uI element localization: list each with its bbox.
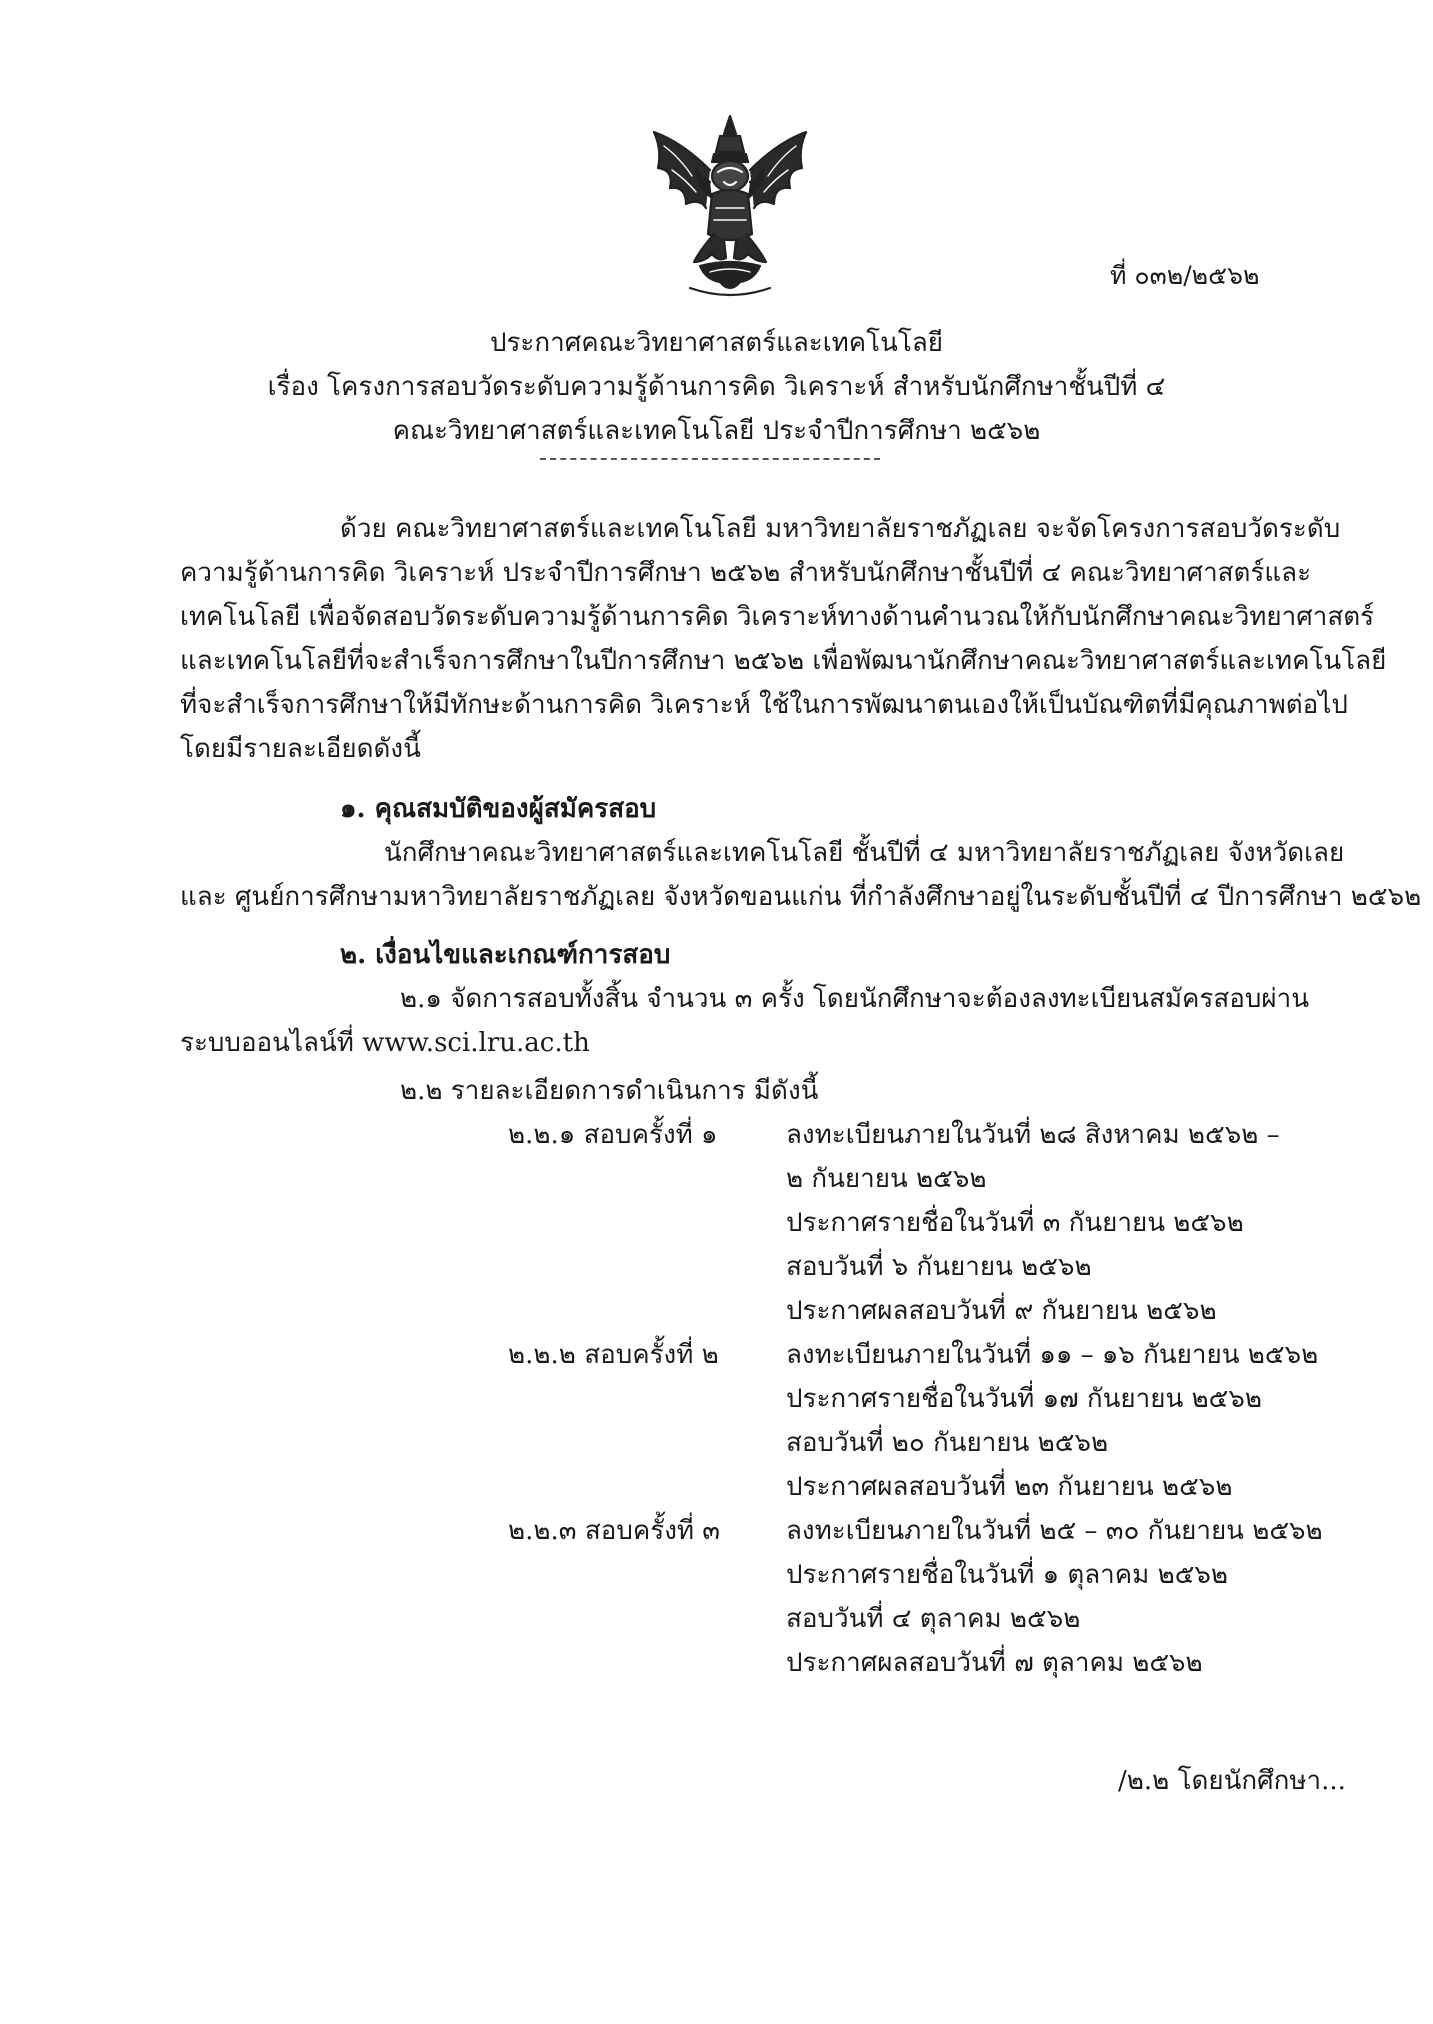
- round-3-label: ๒.๒.๓ สอบครั้งที่ ๓: [508, 1516, 721, 1546]
- round-3-line-3: สอบวันที่ ๔ ตุลาคม ๒๕๖๒: [786, 1604, 1081, 1634]
- round-3-line-2: ประกาศรายชื่อในวันที่ ๑ ตุลาคม ๒๕๖๒: [786, 1560, 1229, 1590]
- continuation-marker: /๒.๒ โดยนักศึกษา...: [1118, 1766, 1346, 1796]
- heading-subject: เรื่อง โครงการสอบวัดระดับความรู้ด้านการคิด วิเคราะห์ สำหรับนักศึกษาชั้นปีที่ ๔: [267, 372, 1166, 402]
- heading-divider: [540, 458, 880, 460]
- section-1-line-1: นักศึกษาคณะวิทยาศาสตร์และเทคโนโลยี ชั้นปีที่ ๔ มหาวิทยาลัยราชภัฏเลย จังหวัดเลย: [384, 838, 1345, 868]
- intro-line-5: ที่จะสำเร็จการศึกษาให้มีทักษะด้านการคิด วิเคราะห์ ใช้ในการพัฒนาตนเองให้เป็นบัณฑิตที่มีคุณภาพต่อไป: [180, 690, 1348, 720]
- garuda-emblem-icon: [640, 112, 820, 300]
- section-2-item-1-line-2: ระบบออนไลน์ที่ www.sci.lru.ac.th: [180, 1028, 590, 1058]
- section-2-title: ๒. เงื่อนไขและเกณฑ์การสอบ: [340, 940, 671, 970]
- section-1-line-2: และ ศูนย์การศึกษามหาวิทยาลัยราชภัฏเลย จังหวัดขอนแก่น ที่กำลังศึกษาอยู่ในระดับชั้นปีที่ ๔ ปีการศึกษา ๒๕๖๒: [180, 882, 1422, 912]
- round-1-line-2: ๒ กันยายน ๒๕๖๒: [786, 1164, 987, 1194]
- intro-line-1: ด้วย คณะวิทยาศาสตร์และเทคโนโลยี มหาวิทยาลัยราชภัฏเลย จะจัดโครงการสอบวัดระดับ: [340, 514, 1341, 544]
- section-1-title: ๑. คุณสมบัติของผู้สมัครสอบ: [340, 794, 657, 824]
- heading-line-1: ประกาศคณะวิทยาศาสตร์และเทคโนโลยี: [489, 328, 944, 358]
- round-2-label: ๒.๒.๒ สอบครั้งที่ ๒: [508, 1340, 719, 1370]
- round-2-line-2: ประกาศรายชื่อในวันที่ ๑๗ กันยายน ๒๕๖๒: [786, 1384, 1262, 1414]
- round-1-label: ๒.๒.๑ สอบครั้งที่ ๑: [508, 1120, 718, 1150]
- round-1-line-3: ประกาศรายชื่อในวันที่ ๓ กันยายน ๒๕๖๒: [786, 1208, 1244, 1238]
- round-3-line-4: ประกาศผลสอบวันที่ ๗ ตุลาคม ๒๕๖๒: [786, 1648, 1203, 1678]
- round-3-line-1: ลงทะเบียนภายในวันที่ ๒๕ – ๓๐ กันยายน ๒๕๖๒: [786, 1516, 1323, 1546]
- round-1-line-1: ลงทะเบียนภายในวันที่ ๒๘ สิงหาคม ๒๕๖๒ –: [786, 1120, 1280, 1150]
- heading-line-3: คณะวิทยาศาสตร์และเทคโนโลยี ประจำปีการศึกษา ๒๕๖๒: [392, 416, 1041, 446]
- intro-line-2: ความรู้ด้านการคิด วิเคราะห์ ประจำปีการศึกษา ๒๕๖๒ สำหรับนักศึกษาชั้นปีที่ ๔ คณะวิทยาศาสตร์และ: [180, 558, 1312, 588]
- section-2-item-1-line-1: ๒.๑ จัดการสอบทั้งสิ้น จำนวน ๓ ครั้ง โดยนักศึกษาจะต้องลงทะเบียนสมัครสอบผ่าน: [400, 984, 1309, 1014]
- round-2-line-3: สอบวันที่ ๒๐ กันยายน ๒๕๖๒: [786, 1428, 1109, 1458]
- intro-line-6: โดยมีรายละเอียดดังนี้: [180, 734, 421, 764]
- round-2-line-1: ลงทะเบียนภายในวันที่ ๑๑ – ๑๖ กันยายน ๒๕๖๒: [786, 1340, 1319, 1370]
- section-2-item-2: ๒.๒ รายละเอียดการดำเนินการ มีดังนี้: [400, 1076, 819, 1106]
- round-1-line-4: สอบวันที่ ๖ กันยายน ๒๕๖๒: [786, 1252, 1092, 1282]
- intro-line-4: และเทคโนโลยีที่จะสำเร็จการศึกษาในปีการศึกษา ๒๕๖๒ เพื่อพัฒนานักศึกษาคณะวิทยาศาสตร์และเทคโนโลยี: [180, 646, 1387, 676]
- round-1-line-5: ประกาศผลสอบวันที่ ๙ กันยายน ๒๕๖๒: [786, 1296, 1217, 1326]
- round-2-line-4: ประกาศผลสอบวันที่ ๒๓ กันยายน ๒๕๖๒: [786, 1472, 1233, 1502]
- intro-line-3: เทคโนโลยี เพื่อจัดสอบวัดระดับความรู้ด้านการคิด วิเคราะห์ทางด้านคำนวณให้กับนักศึกษาคณะวิทยาศาสตร์: [180, 602, 1375, 632]
- document-number: ที่ ๐๓๒/๒๕๖๒: [1110, 261, 1260, 290]
